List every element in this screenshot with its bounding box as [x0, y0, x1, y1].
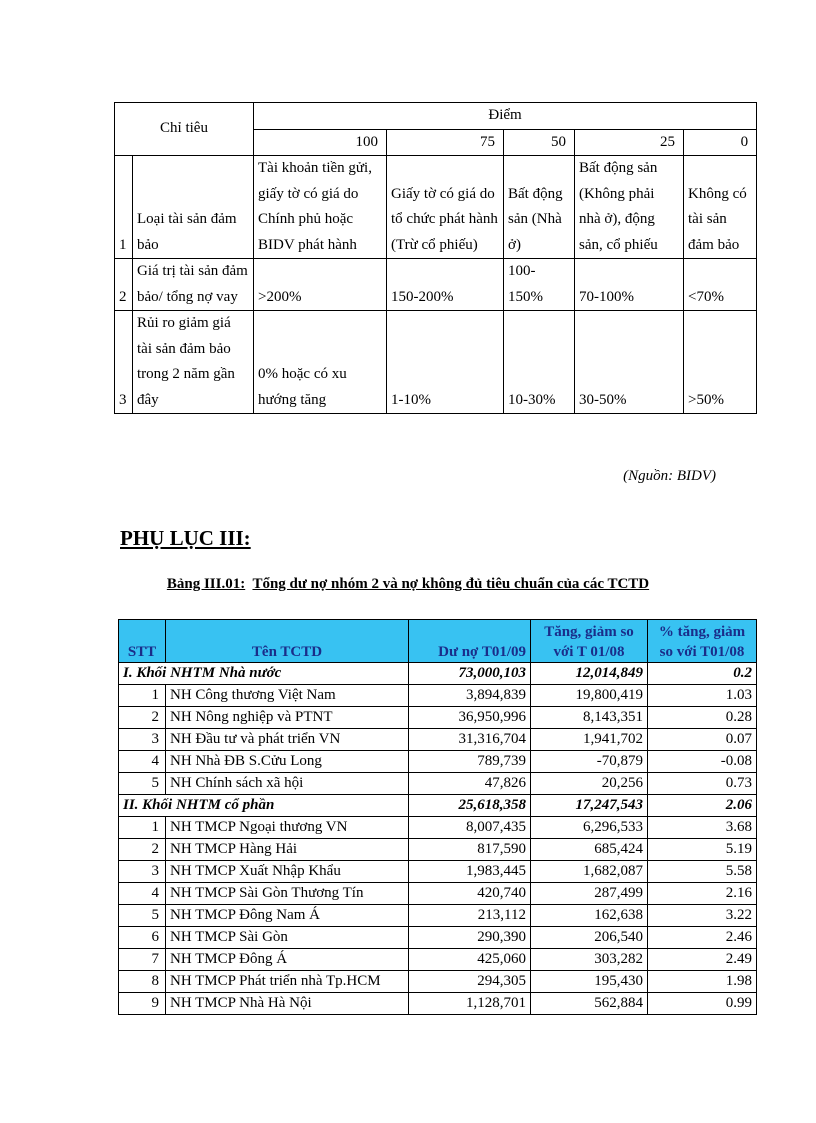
change-cell: 8,143,351 [531, 707, 648, 729]
group-percent: 0.2 [648, 663, 757, 685]
score-cell: Giấy tờ có giá do tổ chức phát hành (Trừ cổ phiếu) [387, 156, 504, 259]
criterion-cell: Giá trị tài sản đảm bảo/ tổng nợ vay [133, 259, 254, 311]
percent-cell: 0.28 [648, 707, 757, 729]
score-header: 75 [387, 129, 504, 156]
change-cell: 685,424 [531, 839, 648, 861]
debt-cell: 1,128,701 [409, 993, 531, 1015]
percent-cell: 5.19 [648, 839, 757, 861]
bank-name-cell: NH TMCP Hàng Hải [166, 839, 409, 861]
score-cell: Bất động sản (Nhà ở) [504, 156, 575, 259]
percent-cell: 3.22 [648, 905, 757, 927]
percent-cell: 2.16 [648, 883, 757, 905]
table-row [119, 817, 757, 839]
score-header: 100 [254, 129, 387, 156]
bank-name-cell: NH TMCP Sài Gòn [166, 927, 409, 949]
percent-cell: 2.46 [648, 927, 757, 949]
group-title: II. Khối NHTM cổ phần [119, 795, 409, 817]
change-cell: -70,879 [531, 751, 648, 773]
score-cell: Không có tài sản đảm bảo [684, 156, 757, 259]
change-cell: 6,296,533 [531, 817, 648, 839]
table-row [119, 773, 757, 795]
bank-name-cell: NH Đầu tư và phát triển VN [166, 729, 409, 751]
bank-name-cell: NH Nhà ĐB S.Cửu Long [166, 751, 409, 773]
group-debt: 25,618,358 [409, 795, 531, 817]
debt-cell: 31,316,704 [409, 729, 531, 751]
table-row [119, 949, 757, 971]
criterion-cell: Loại tài sản đảm bảo [133, 156, 254, 259]
score-cell: <70% [684, 259, 757, 311]
bank-debt-table [118, 619, 757, 1015]
bank-name-header: Tên TCTD [166, 620, 409, 663]
percent-cell: 0.73 [648, 773, 757, 795]
change-cell: 1,682,087 [531, 861, 648, 883]
debt-cell: 789,739 [409, 751, 531, 773]
stt-cell: 6 [119, 927, 166, 949]
stt-cell: 3 [119, 861, 166, 883]
group-change: 17,247,543 [531, 795, 648, 817]
score-cell: Tài khoản tiền gửi, giấy tờ có giá do Chính phủ hoặc BIDV phát hành [254, 156, 387, 259]
score-cell: 100-150% [504, 259, 575, 311]
debt-cell: 47,826 [409, 773, 531, 795]
debt-cell: 290,390 [409, 927, 531, 949]
table-row [119, 729, 757, 751]
table-row [119, 971, 757, 993]
row-number: 1 [115, 156, 133, 259]
stt-cell: 2 [119, 839, 166, 861]
debt-cell: 425,060 [409, 949, 531, 971]
percent-cell: 5.58 [648, 861, 757, 883]
group-change: 12,014,849 [531, 663, 648, 685]
table-row [119, 927, 757, 949]
bank-name-cell: NH TMCP Sài Gòn Thương Tín [166, 883, 409, 905]
change-cell: 562,884 [531, 993, 648, 1015]
score-cell: 0% hoặc có xu hướng tăng [254, 311, 387, 414]
stt-cell: 8 [119, 971, 166, 993]
bank-name-cell: NH Chính sách xã hội [166, 773, 409, 795]
debt-cell: 1,983,445 [409, 861, 531, 883]
change-cell: 19,800,419 [531, 685, 648, 707]
table1-row [115, 156, 757, 259]
stt-cell: 4 [119, 751, 166, 773]
debt-cell: 3,894,839 [409, 685, 531, 707]
score-cell: >200% [254, 259, 387, 311]
row-number: 2 [115, 259, 133, 311]
bank-name-cell: NH TMCP Phát triển nhà Tp.HCM [166, 971, 409, 993]
change-cell: 303,282 [531, 949, 648, 971]
change-cell: 20,256 [531, 773, 648, 795]
stt-cell: 3 [119, 729, 166, 751]
table2-header-row [119, 620, 757, 663]
debt-cell: 213,112 [409, 905, 531, 927]
stt-cell: 1 [119, 685, 166, 707]
table-row [119, 707, 757, 729]
bank-name-cell: NH Nông nghiệp và PTNT [166, 707, 409, 729]
group-title: I. Khối NHTM Nhà nước [119, 663, 409, 685]
group-row-state-banks [119, 663, 757, 685]
group-row-joint-stock-banks [119, 795, 757, 817]
criterion-cell: Rủi ro giảm giá tài sản đảm bảo trong 2 năm gần đây [133, 311, 254, 414]
stt-cell: 5 [119, 905, 166, 927]
change-cell: 287,499 [531, 883, 648, 905]
source-note: (Nguồn: BIDV) [623, 468, 716, 484]
stt-cell: 5 [119, 773, 166, 795]
group-debt: 73,000,103 [409, 663, 531, 685]
percent-cell: 0.07 [648, 729, 757, 751]
percent-cell: -0.08 [648, 751, 757, 773]
score-header: 0 [684, 129, 757, 156]
score-header: 25 [575, 129, 684, 156]
change-cell: 206,540 [531, 927, 648, 949]
table1-row [115, 311, 757, 414]
bank-name-cell: NH TMCP Xuất Nhập Khẩu [166, 861, 409, 883]
bank-name-cell: NH TMCP Ngoại thương VN [166, 817, 409, 839]
stt-cell: 7 [119, 949, 166, 971]
score-cell: >50% [684, 311, 757, 414]
score-cell: Bất động sản (Không phải nhà ở), động sản, cổ phiếu [575, 156, 684, 259]
debt-cell: 420,740 [409, 883, 531, 905]
criteria-header: Chỉ tiêu [115, 103, 254, 156]
stt-cell: 4 [119, 883, 166, 905]
bank-name-cell: NH Công thương Việt Nam [166, 685, 409, 707]
percent-cell: 0.99 [648, 993, 757, 1015]
table-row [119, 861, 757, 883]
table-row [119, 751, 757, 773]
bank-name-cell: NH TMCP Nhà Hà Nội [166, 993, 409, 1015]
change-cell: 1,941,702 [531, 729, 648, 751]
collateral-scoring-table [114, 102, 757, 414]
stt-cell: 1 [119, 817, 166, 839]
debt-cell: 8,007,435 [409, 817, 531, 839]
percent-cell: 1.03 [648, 685, 757, 707]
group-percent: 2.06 [648, 795, 757, 817]
table-caption [0, 576, 816, 593]
bank-name-cell: NH TMCP Đông Á [166, 949, 409, 971]
points-header: Điểm [254, 103, 757, 130]
stt-cell: 2 [119, 707, 166, 729]
stt-cell: 9 [119, 993, 166, 1015]
table1-header-row-points [115, 103, 757, 130]
table-row [119, 905, 757, 927]
table-row [119, 993, 757, 1015]
score-cell: 70-100% [575, 259, 684, 311]
row-number: 3 [115, 311, 133, 414]
change-cell: 195,430 [531, 971, 648, 993]
score-cell: 1-10% [387, 311, 504, 414]
percent-cell: 3.68 [648, 817, 757, 839]
debt-header: Dư nợ T01/09 [409, 620, 531, 663]
bank-name-cell: NH TMCP Đông Nam Á [166, 905, 409, 927]
appendix-title: PHỤ LỤC III: [120, 526, 251, 550]
score-cell: 10-30% [504, 311, 575, 414]
percent-header: % tăng, giảm so với T01/08 [648, 620, 757, 663]
score-cell: 150-200% [387, 259, 504, 311]
score-header: 50 [504, 129, 575, 156]
table1-row [115, 259, 757, 311]
table-caption-text: Tổng dư nợ nhóm 2 và nợ không đủ tiêu chuẩn của các TCTD [252, 576, 650, 592]
change-cell: 162,638 [531, 905, 648, 927]
debt-cell: 817,590 [409, 839, 531, 861]
debt-cell: 36,950,996 [409, 707, 531, 729]
percent-cell: 1.98 [648, 971, 757, 993]
table-row [119, 839, 757, 861]
table-row [119, 685, 757, 707]
change-header: Tăng, giảm so với T 01/08 [531, 620, 648, 663]
stt-header: STT [119, 620, 166, 663]
debt-cell: 294,305 [409, 971, 531, 993]
table-caption-label: Bảng III.01: [166, 576, 246, 592]
percent-cell: 2.49 [648, 949, 757, 971]
score-cell: 30-50% [575, 311, 684, 414]
table-row [119, 883, 757, 905]
